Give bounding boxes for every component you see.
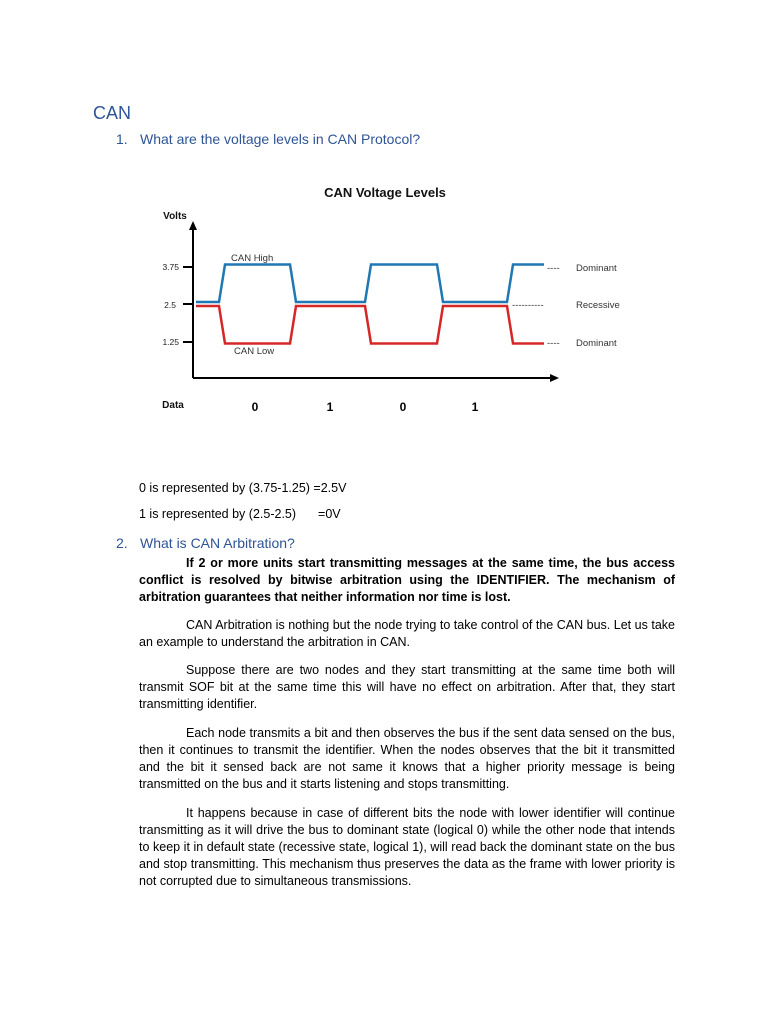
data-bit-label: 1 (326, 400, 334, 414)
paragraph-arbitration-definition: If 2 or more units start transmitting messages at the same time, the bus access conflict is resolved by bitwise arbitration using the IDENTIFIER. The mechanism of arbitration guarantees that neither information nor time is lost. (139, 556, 675, 604)
annotation-dash: ---------- (512, 300, 544, 311)
paragraph: Suppose there are two nodes and they start transmitting at the same time both will transmit SOF bit at the same time this will have no effect on arbitration. After that, they start transmitting identifier. (139, 663, 675, 711)
data-bit-label: 0 (251, 400, 259, 414)
y-axis-arrow (189, 221, 197, 230)
x-axis-label: Data (162, 400, 184, 411)
can-low-series-line (196, 306, 544, 344)
paragraph: Each node transmits a bit and then observes the bus if the sent data sensed on the bus, then it continues to transmit the identifier. When the nodes observes that the bit it transmitted and the bit it sensed back are not same it knows that a higher priority message is being transmitted on the bus and it starts listening and stops transmitting. (139, 726, 675, 791)
paragraph: CAN Arbitration is nothing but the node trying to take control of the CAN bus. Let us take an example to understand the arbitration in CAN. (139, 618, 675, 649)
y-tick-label: 3.75 (162, 262, 179, 272)
question-1-number: 1. (116, 131, 128, 147)
representation-one-value: =0V (318, 507, 341, 521)
can-voltage-chart (150, 176, 640, 422)
y-tick-label: 2.5 (164, 300, 176, 310)
question-1 (116, 131, 420, 147)
chart-title: CAN Voltage Levels (324, 185, 446, 200)
y-axis-label: Volts (163, 211, 187, 222)
paragraph: It happens because in case of different bits the node with lower identifier will continue transmitting as it will drive the bus to dominant state (logical 0) while the other node that intends to keep it in default state (recessive state, logical 1), will read back the dominant state on the bus and stop transmitting. This mechanism thus preserves the data as the frame with lower priority is not corrupted due to simultaneous transmissions. (139, 806, 675, 888)
representation-one-text: 1 is represented by (2.5-2.5) (139, 507, 297, 521)
annotation-recessive: Recessive (576, 300, 620, 311)
question-2-text: What is CAN Arbitration? (140, 535, 295, 551)
annotation-dominant-high: Dominant (576, 263, 617, 274)
data-bit-label: 0 (399, 400, 407, 414)
question-2-number: 2. (116, 535, 128, 551)
annotation-dominant-low: Dominant (576, 338, 617, 349)
annotation-dash: ---- (547, 338, 560, 349)
x-axis-arrow (550, 374, 559, 382)
annotation-dash: ---- (547, 263, 560, 274)
question-2 (116, 535, 295, 551)
can-low-label: CAN Low (234, 346, 275, 357)
data-bit-label: 1 (471, 400, 479, 414)
can-high-label: CAN High (231, 253, 274, 264)
representation-zero: 0 is represented by (3.75-1.25) =2.5V (139, 481, 347, 495)
section-title: CAN (93, 103, 132, 123)
can-high-series-line (196, 265, 544, 303)
question-1-text: What are the voltage levels in CAN Protocol? (140, 131, 421, 147)
representation-one (139, 507, 341, 521)
y-tick-label: 1.25 (162, 337, 179, 347)
